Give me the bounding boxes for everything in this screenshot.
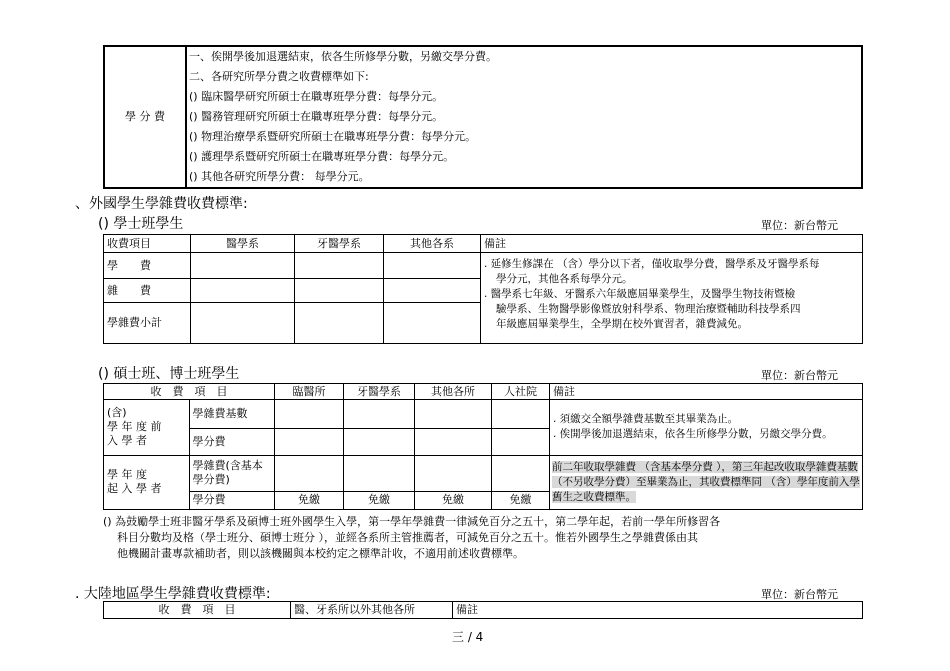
- group2-label: [104, 455, 190, 509]
- col-header: 牙醫學系: [344, 384, 415, 400]
- item-label: 學雜費基數: [189, 400, 275, 429]
- col-header: 其他各所: [415, 384, 492, 400]
- rule-line: 二、各研究所學分費之收費標準如下:: [189, 70, 369, 83]
- col-header: 收 費 項 目: [104, 602, 291, 619]
- label-line: 起 入 學 者: [107, 482, 162, 496]
- bachelor-notes: [481, 253, 863, 344]
- item-label: 學分費: [189, 491, 275, 509]
- note-line: . 醫學系七年級、牙醫系六年級應屆畢業學生，及醫學生物技術暨檢: [484, 288, 796, 300]
- label-line: 入 學 者: [107, 434, 147, 448]
- col-header: 備註: [550, 384, 863, 400]
- unit-label: 單位：新台幣元: [761, 219, 838, 232]
- col-header: 收費項目: [104, 235, 191, 253]
- bachelor-fee-table: [103, 234, 863, 344]
- row-label: 學 費: [104, 253, 191, 279]
- col-header: 人社院: [492, 384, 550, 400]
- grad-footnote: [103, 514, 863, 562]
- section-foreign-title: 、外國學生學雜費收費標準:: [75, 196, 248, 212]
- unit-label: 單位：新台幣元: [761, 588, 838, 601]
- label-line: 學 年 度: [107, 468, 147, 482]
- rule-line: () 其他各研究所學分費： 每學分元。: [189, 170, 370, 183]
- exempt-cell: 免繳: [344, 491, 415, 509]
- col-header: 收 費 項 目: [104, 384, 275, 400]
- group1-notes: [550, 400, 863, 455]
- mainland-fee-table: [103, 601, 863, 619]
- label-line: (含): [107, 406, 127, 420]
- col-header: 醫學系: [191, 235, 295, 253]
- bachelor-subtitle: () 學士班學生: [98, 216, 184, 232]
- rule-line: () 醫務管理研究所碩士在職專班學分費：每學分元。: [189, 110, 444, 123]
- rule-line: 一、俟開學後加退選結束，依各生所修學分數，另繳交學分費。: [189, 50, 497, 63]
- rule-line: () 臨床醫學研究所碩士在職專班學分費：每學分元。: [189, 90, 444, 103]
- col-header: 備註: [481, 235, 863, 253]
- tuition-credit-table: [103, 45, 863, 189]
- item-label: 學雜費(含基本學分費): [189, 455, 275, 491]
- note-line: . 延修生修課在 （含）學分以下者，僅收取學分費，醫學系及牙醫學系每: [484, 258, 820, 270]
- row-label: 學雜費小計: [104, 303, 191, 344]
- col-header: 其他各系: [384, 235, 481, 253]
- note-line: 驗學系、生物醫學影像暨放射科學系、物理治療暨輔助科技學系四: [496, 303, 801, 315]
- col-header: 備註: [453, 602, 863, 619]
- rule-line: () 護理學系暨研究所碩士在職專班學分費：每學分元。: [189, 150, 455, 163]
- grad-subtitle: () 碩士班、博士班學生: [98, 366, 240, 382]
- col-header: 醫、牙系所以外其他各所: [291, 602, 453, 619]
- grad-fee-table: [103, 383, 863, 510]
- label-line: 學 年 度 前: [107, 420, 162, 434]
- credit-fee-rules: [186, 46, 862, 188]
- col-header: 牙醫學系: [295, 235, 384, 253]
- footnote-line: () 為鼓勵學士班非醫牙學系及碩博士班外國學生入學，第一學年學雜費一律減免百分之五十，第二學年起，若前一學年所修習各: [103, 515, 721, 528]
- footnote-line: 他機關計畫專款補助者，則以該機關與本校約定之標準計收，不適用前述收費標準。: [117, 547, 524, 560]
- group2-note: [550, 455, 863, 509]
- rule-line: () 物理治療學系暨研究所碩士在職專班學分費：每學分元。: [189, 130, 477, 143]
- row-label: 雜 費: [104, 279, 191, 303]
- footnote-line: 科目分數均及格（學士班分、碩博士班分 ），並經各系所主管推薦者，可減免百分之五十。惟若外國學生之學雜費係由其: [117, 531, 698, 544]
- highlighted-note: 前二年收取學雜費 （含基本學分費 ），第三年起改收取學雜費基數（不另收學分費）至畢業為止，其收費標準同 （含）學年度前入學舊生之收費標準。: [552, 460, 860, 503]
- note-line: 年級應屆畢業學生，全學期在校外實習者，雜費減免。: [496, 318, 748, 330]
- note-line: . 須繳交全額學雜費基數至其畢業為止。: [553, 413, 739, 426]
- unit-label: 單位：新台幣元: [761, 369, 838, 382]
- note-line: 學分元，其他各系每學分元。: [496, 273, 633, 285]
- col-header: 臨醫所: [275, 384, 344, 400]
- page-number: 三 / 4: [452, 630, 484, 644]
- credit-fee-label: 學 分 費: [104, 46, 186, 188]
- section-mainland-title: . 大陸地區學生學雜費收費標準:: [75, 586, 271, 602]
- item-label: 學分費: [189, 429, 275, 455]
- group1-label: [104, 400, 190, 455]
- exempt-cell: 免繳: [275, 491, 344, 509]
- exempt-cell: 免繳: [492, 491, 550, 509]
- exempt-cell: 免繳: [415, 491, 492, 509]
- note-line: . 俟開學後加退選結束，依各生所修學分數，另繳交學分費。: [553, 428, 833, 441]
